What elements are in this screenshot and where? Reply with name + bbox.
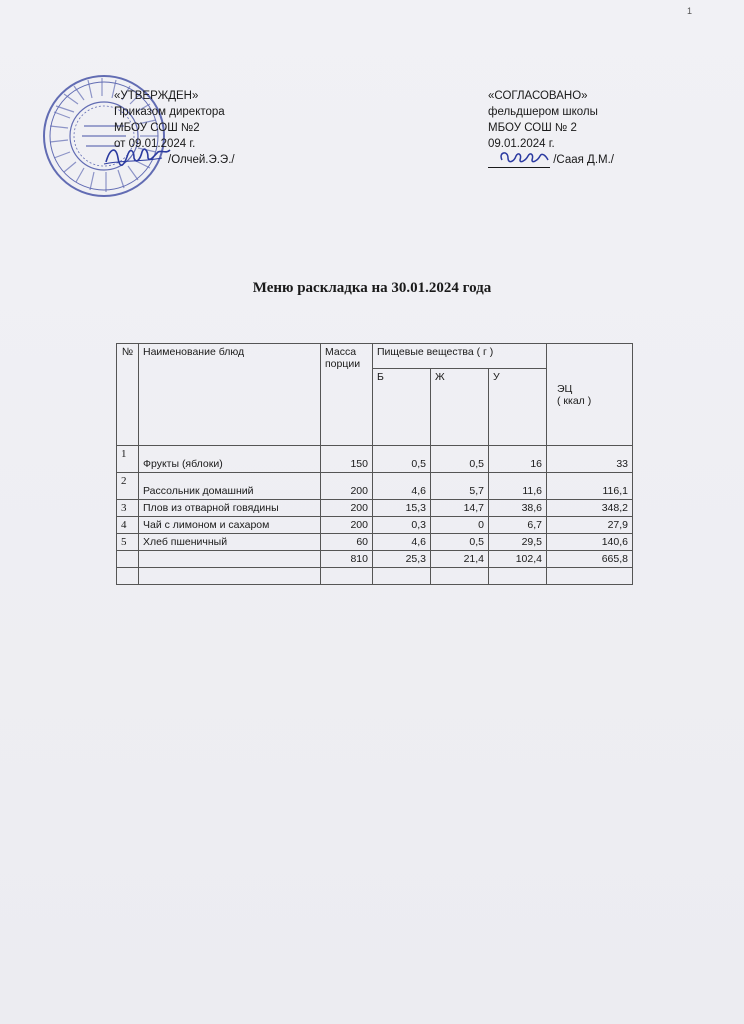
header-protein: Б [373, 369, 431, 446]
row-energy: 140,6 [547, 534, 633, 551]
row-mass: 200 [321, 517, 373, 534]
header-portion-mass: Масса порции [321, 344, 373, 446]
row-protein: 4,6 [373, 534, 431, 551]
totals-empty-number [117, 551, 139, 568]
header-nutrients: Пищевые вещества ( г ) [373, 344, 547, 369]
medic-signature-icon [496, 146, 552, 168]
table-row [117, 517, 633, 534]
approval-block [114, 88, 235, 168]
row-mass: 150 [321, 446, 373, 473]
approval-heading: «УТВЕРЖДЕН» [114, 90, 199, 102]
row-protein: 15,3 [373, 500, 431, 517]
empty-cell [431, 568, 489, 585]
table-row [117, 446, 633, 473]
header-number: № [117, 344, 139, 446]
row-carbs: 29,5 [489, 534, 547, 551]
agreement-by: фельдшером школы [488, 106, 598, 118]
table-row [117, 473, 633, 500]
totals-energy: 665,8 [547, 551, 633, 568]
row-mass: 200 [321, 500, 373, 517]
agreement-heading: «СОГЛАСОВАНО» [488, 90, 588, 102]
table-header-row [117, 344, 633, 369]
totals-protein: 25,3 [373, 551, 431, 568]
table-empty-row [117, 568, 633, 585]
row-energy: 348,2 [547, 500, 633, 517]
empty-cell [117, 568, 139, 585]
approval-school: МБОУ СОШ №2 [114, 122, 200, 134]
row-energy: 33 [547, 446, 633, 473]
totals-carbs: 102,4 [489, 551, 547, 568]
row-dish-name: Плов из отварной говядины [139, 500, 321, 517]
row-dish-name: Фрукты (яблоки) [139, 446, 321, 473]
header-carbs: У [489, 369, 547, 446]
row-mass: 60 [321, 534, 373, 551]
row-carbs: 16 [489, 446, 547, 473]
header-energy-unit: ( ккал ) [557, 394, 592, 407]
table-row [117, 500, 633, 517]
document-title: Меню раскладка на 30.01.2024 года [252, 280, 492, 296]
menu-table [116, 343, 633, 585]
row-number: 5 [117, 534, 139, 551]
row-carbs: 38,6 [489, 500, 547, 517]
totals-mass: 810 [321, 551, 373, 568]
row-fat: 0,5 [431, 534, 489, 551]
page-number: 1 [686, 6, 692, 16]
row-number: 4 [117, 517, 139, 534]
approval-date: от 09.01.2024 г. [114, 138, 196, 150]
empty-cell [321, 568, 373, 585]
row-protein: 4,6 [373, 473, 431, 500]
row-fat: 0,5 [431, 446, 489, 473]
row-dish-name: Рассольник домашний [139, 473, 321, 500]
row-dish-name: Чай с лимоном и сахаром [139, 517, 321, 534]
empty-cell [547, 568, 633, 585]
header-dish-name: Наименование блюд [139, 344, 321, 446]
row-fat: 14,7 [431, 500, 489, 517]
agreement-school: МБОУ СОШ № 2 [488, 122, 577, 134]
agreement-date: 09.01.2024 г. [488, 138, 555, 150]
empty-cell [373, 568, 431, 585]
table-row [117, 534, 633, 551]
row-carbs: 6,7 [489, 517, 547, 534]
row-mass: 200 [321, 473, 373, 500]
empty-cell [489, 568, 547, 585]
approval-order: Приказом директора [114, 106, 225, 118]
table-totals-row [117, 551, 633, 568]
row-fat: 0 [431, 517, 489, 534]
totals-fat: 21,4 [431, 551, 489, 568]
header-energy [547, 344, 633, 446]
header-fat: Ж [431, 369, 489, 446]
agreement-signer: /Саая Д.М./ [553, 154, 614, 166]
row-energy: 116,1 [547, 473, 633, 500]
row-fat: 5,7 [431, 473, 489, 500]
row-energy: 27,9 [547, 517, 633, 534]
row-carbs: 11,6 [489, 473, 547, 500]
header-energy-label: ЭЦ [557, 382, 573, 395]
row-number: 2 [117, 473, 139, 500]
row-number: 3 [117, 500, 139, 517]
row-protein: 0,3 [373, 517, 431, 534]
row-protein: 0,5 [373, 446, 431, 473]
row-number: 1 [117, 446, 139, 473]
empty-cell [139, 568, 321, 585]
row-dish-name: Хлеб пшеничный [139, 534, 321, 551]
approval-signer: /Олчей.Э.Э./ [168, 154, 235, 166]
totals-empty-name [139, 551, 321, 568]
